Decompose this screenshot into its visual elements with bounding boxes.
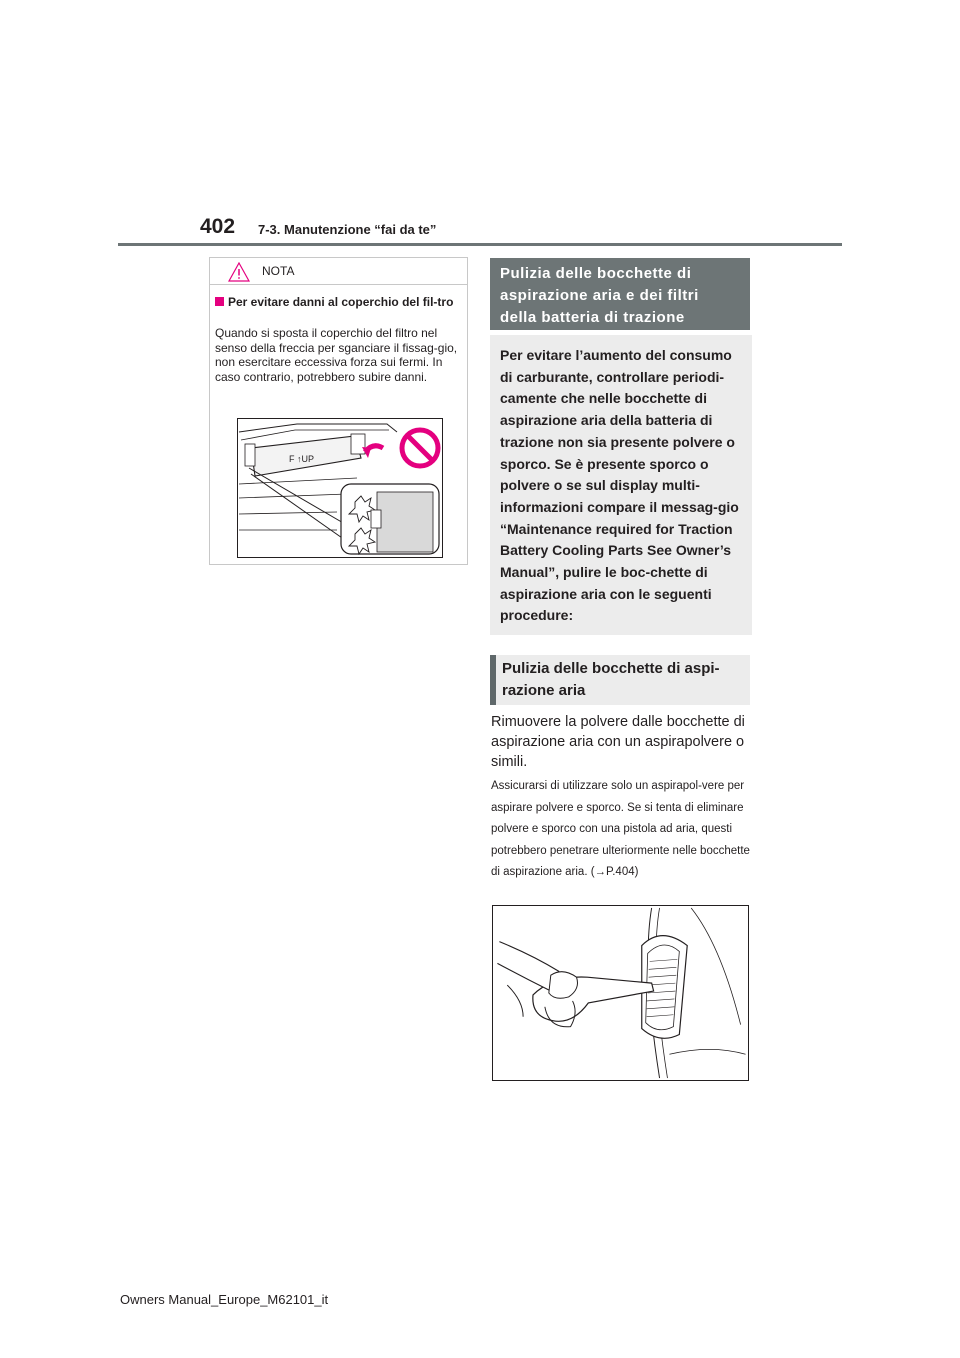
section-heading: Pulizia delle bocchette di aspirazione aria e dei filtri della batteria di trazione bbox=[490, 258, 750, 330]
vacuum-cleaning-illustration bbox=[492, 905, 749, 1081]
body-text: Rimuovere la polvere dalle bocchette di aspirazione aria con un aspirapolvere o simili. bbox=[491, 714, 745, 770]
footer-text: Owners Manual_Europe_M62101_it bbox=[120, 1292, 329, 1307]
header-divider bbox=[118, 243, 842, 246]
page-number: 402 bbox=[200, 215, 236, 238]
subsection-heading: Pulizia delle bocchette di aspi-razione aria bbox=[490, 655, 750, 705]
intro-box: Per evitare l’aumento del consumo di carburante, controllare periodi-camente che nelle bocchette di aspirazione aria della batteria di trazione non sia presente polvere o sporco. Se è presente sporco o polvere o se sul display multi-informazioni compare il messag-gio “Maintenance required for Traction Battery Cooling Parts See Owner’s Manual”, pulire le boc-chette di aspirazione aria con le seguenti procedure: bbox=[490, 335, 752, 635]
filter-label: F ↑UP bbox=[289, 454, 315, 464]
nota-title: NOTA bbox=[262, 264, 295, 278]
nota-box bbox=[209, 257, 468, 565]
warning-triangle-icon bbox=[228, 262, 250, 282]
filter-cover-illustration bbox=[237, 418, 443, 558]
note-text: Assicurarsi di utilizzare solo un aspirapol-vere per aspirare polvere e sporco. Se si tenta di eliminare polvere e sporco con una pistola ad aria, questi potrebbero penetrare ulteriormente nelle bocchette di aspirazione aria. (→P.404) bbox=[491, 780, 750, 878]
nota-header bbox=[210, 258, 467, 285]
nota-subtitle bbox=[215, 295, 463, 309]
nota-subtitle-text: Per evitare danni al coperchio del fil-tro bbox=[228, 295, 454, 309]
bullet-square-icon bbox=[215, 297, 224, 306]
nota-text: Quando si sposta il coperchio del filtro nel senso della freccia per sganciare il fissag-gio, non esercitare eccessiva forza sui fermi. In caso contrario, potrebbero subire danni. bbox=[215, 326, 458, 384]
chapter-title: 7-3. Manutenzione “fai da te” bbox=[258, 222, 437, 237]
